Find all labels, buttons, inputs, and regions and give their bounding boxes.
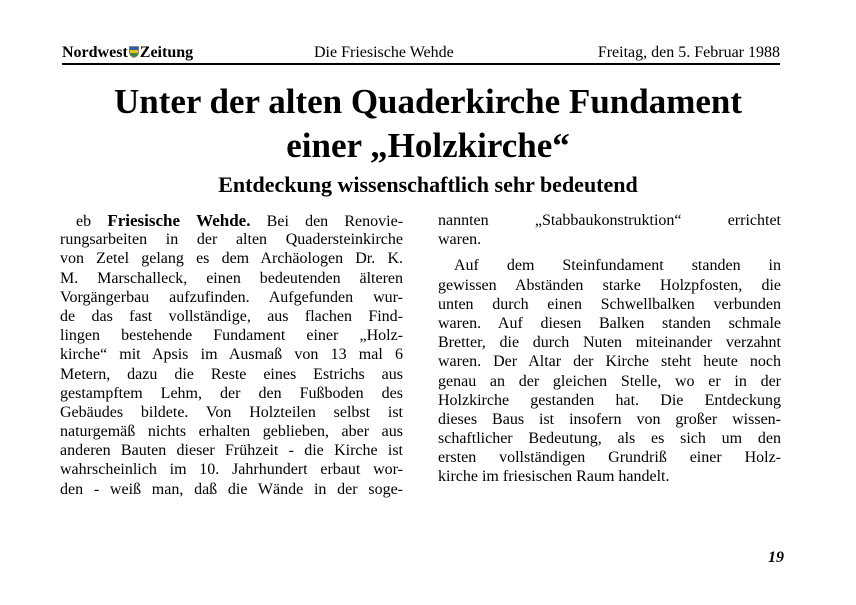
text-line: Auf dem Steinfundament standen in — [454, 257, 781, 275]
article-first-line — [60, 211, 403, 230]
paragraph-gap — [438, 249, 781, 256]
text-line: kirche“ mit Apsis im Ausmaß von 13 mal 6 — [60, 346, 403, 364]
issue-date: Freitag, den 5. Februar 1988 — [597, 44, 780, 61]
text-line: anderen Bauten dieser Frühzeit - die Kirche ist — [60, 442, 403, 460]
text-line: waren. — [438, 231, 482, 249]
article-column-1 — [60, 211, 403, 499]
text-line: lingen bestehende Fundament einer „Holz- — [60, 327, 403, 345]
text-line: Gebäudes bildete. Von Holzteilen selbst ist — [60, 403, 403, 421]
coat-of-arms-icon — [129, 46, 139, 58]
text-line: rungsarbeiten in der alten Quadersteinkirche — [60, 231, 403, 249]
text-line: wahrscheinlich im 10. Jahrhundert erbaut wor- — [60, 461, 403, 479]
text-line: gewissen Abständen starke Holzpfosten, die — [438, 276, 781, 294]
text-line: ersten vollständigen Grundriß einer Holz- — [438, 449, 781, 467]
text-line: nannten „Stabbaukonstruktion“ errichtet — [438, 212, 781, 229]
text-line: von Zetel gelang es dem Archäologen Dr. K. — [60, 250, 403, 268]
text-line: M. Marschalleck, einen bedeutenden älteren — [60, 269, 403, 287]
column-2-paragraph-2 — [438, 256, 781, 486]
text-line: Vorgängerbau aufzufinden. Aufgefunden wur- — [60, 288, 403, 306]
dateline: Friesische Wehde. — [107, 211, 251, 230]
section-name: Die Friesische Wehde — [314, 44, 454, 61]
newspaper-name-left: Nordwest — [62, 44, 128, 61]
text-line: unten durch einen Schwellbalken verbunden — [438, 295, 781, 313]
author-initials: eb — [76, 213, 92, 230]
column-2-paragraph-1 — [438, 211, 781, 249]
masthead — [62, 43, 780, 65]
page-number: 19 — [768, 549, 784, 566]
text-line: dieses Baus ist insofern von großer wissen- — [438, 410, 781, 428]
text-line: waren. Der Altar der Kirche steht heute noch — [438, 353, 781, 371]
text-line: Bretter, die durch Nuten miteinander verzahnt — [438, 334, 781, 352]
newspaper-name-right: Zeitung — [139, 44, 194, 61]
text-line: gestampftem Lehm, der den Fußboden des — [60, 384, 403, 402]
newspaper-name — [62, 43, 193, 63]
text-line: den - weiß man, daß die Wände in der soge- — [60, 480, 403, 498]
text-line: schaftlicher Bedeutung, als es sich um den — [438, 430, 781, 448]
headline-line-1: Unter der alten Quaderkirche Fundament — [113, 82, 743, 121]
text-line: waren. Auf diesen Balken standen schmale — [438, 314, 781, 332]
text-line: kirche im friesischen Raum handelt. — [438, 468, 670, 486]
article-column-2 — [438, 211, 781, 487]
text-line: de das fast vollständige, aus flachen Find- — [60, 307, 403, 325]
text-line: Holzkirche gestanden hat. Die Entdeckung — [438, 391, 781, 409]
headline-line-2: einer „Holzkirche“ — [286, 126, 570, 165]
text-line: naturgemäß nichts erhalten geblieben, aber aus — [60, 423, 403, 441]
text-line: genau an der gleichen Stelle, wo er in der — [438, 372, 781, 390]
first-line-text: Bei den Renovie- — [266, 213, 404, 230]
subheadline: Entdeckung wissenschaftlich sehr bedeutend — [218, 172, 638, 197]
column-1-lines — [60, 230, 403, 499]
text-line: Metern, dazu die Reste eines Estrichs aus — [60, 365, 403, 383]
